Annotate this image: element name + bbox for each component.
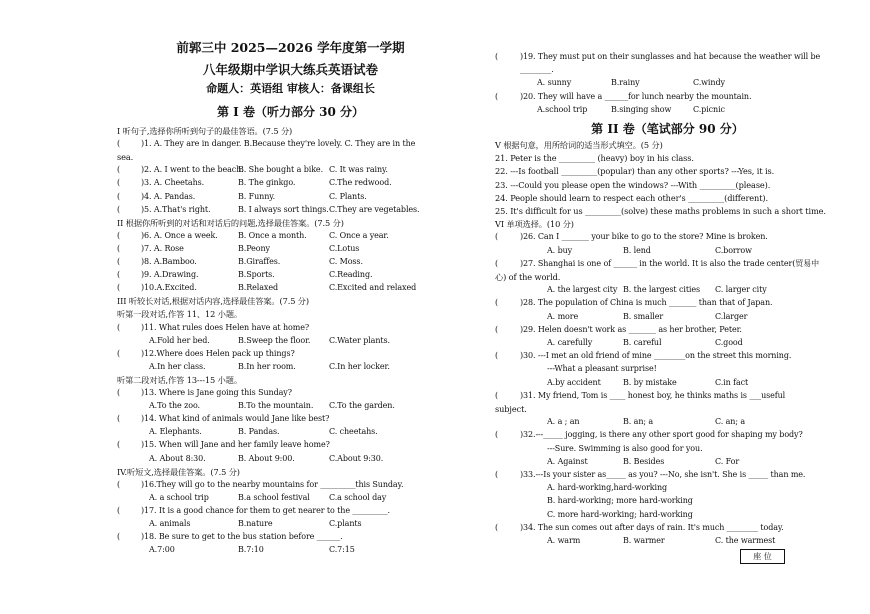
blank-line: ________.	[520, 65, 554, 75]
answer-bracket: (	[495, 258, 499, 268]
option-c: C.in fact	[715, 377, 749, 387]
sub-line: ---What a pleasant surprise!	[547, 364, 657, 374]
option-b: B.In her room.	[238, 361, 296, 371]
answer-bracket: (	[117, 283, 121, 293]
question-text: )5. A.That's right.	[141, 204, 211, 214]
answer-bracket: (	[495, 390, 499, 400]
option-b: B.Sweep the floor.	[238, 335, 311, 345]
option-b: B.To the mountain.	[238, 401, 314, 411]
option-a: A.Fold her bed.	[149, 335, 210, 345]
option-b: B.nature	[238, 519, 273, 528]
section-text: 22. ---Is football _________(popular) than any other sports? ---Yes, it is.	[495, 166, 775, 177]
answer-bracket: (	[117, 532, 121, 542]
answer-bracket: (	[117, 257, 121, 266]
option-a: A. About 8:30.	[149, 453, 206, 463]
answer-bracket: (	[117, 230, 121, 240]
question-text: )1. A. They are in danger. B.Because they're lovely. C. They are in the	[141, 139, 416, 149]
question-text: )33.---Is your sister as_____ as you? ---No, she isn't. She is _____ than me.	[520, 470, 806, 479]
option-c: C.picnic	[693, 104, 725, 114]
option-b: B.rainy	[611, 78, 640, 88]
question-text: )12.Where does Helen pack up things?	[141, 348, 295, 358]
option-c: C. larger city	[715, 285, 767, 295]
question-text: )26. Can I _______ your bike to go to the store? Mine is broken.	[520, 232, 768, 242]
option-b: B. an; a	[623, 417, 654, 427]
option-c: C. an; a	[715, 417, 746, 427]
question-text: )18. Be sure to get to the bus station before ______.	[141, 532, 343, 542]
school-title: 前郭三中 2025—2026 学年度第一学期	[176, 40, 405, 55]
option-c: C.Water plants.	[329, 335, 390, 345]
option-b: B. Funny.	[238, 191, 276, 201]
question-text: )17. It is a good chance for them to get nearer to the _________.	[141, 505, 390, 515]
option-a: A. more	[547, 311, 579, 321]
option-c: C.windy	[693, 78, 725, 88]
question-text: )15. When will Jane and her family leave home?	[141, 440, 330, 450]
answer-bracket: (	[495, 470, 499, 479]
answer-bracket: (	[495, 298, 499, 308]
answer-bracket: (	[495, 522, 499, 532]
option-a: A. buy	[547, 245, 573, 255]
answer-bracket: (	[495, 52, 499, 61]
option-b: B.Peony	[238, 243, 270, 253]
option-b: B.a school festival	[238, 492, 310, 502]
question-text: )13. Where is Jane going this Sunday?	[141, 388, 292, 397]
answer-bracket: (	[117, 322, 121, 332]
section-text: 听第一段对话,作答 11、12 小题。	[117, 309, 242, 320]
option-c: C. It was rainy.	[329, 165, 388, 175]
sub-line: A. hard-working,hard-working	[547, 483, 668, 493]
question-text: )20. They will have a ______for lunch nearby the mountain.	[520, 91, 752, 101]
part2-title: 第 II 卷（笔试部分 90 分）	[591, 122, 744, 136]
option-b: B. smaller	[623, 311, 664, 321]
answer-bracket: (	[117, 270, 121, 280]
option-a: A. a ; an	[547, 417, 580, 427]
section-text: IV.听短文,选择最佳答案。(7.5 分)	[117, 466, 240, 477]
section-text: 听第二段对话,作答 13---15 小题。	[117, 374, 242, 385]
answer-bracket: (	[117, 204, 121, 214]
answer-bracket: (	[117, 348, 121, 358]
answer-bracket: (	[117, 414, 121, 424]
option-a: A.In her class.	[149, 361, 206, 371]
option-c: C. the warmest	[715, 536, 776, 545]
option-b: B. Besides	[623, 456, 665, 466]
section-text: sea.	[117, 152, 134, 163]
section-text: II 根据你所听到的对话和对话后的问题,选择最佳答案。(7.5 分)	[117, 217, 344, 228]
question-text: )6. A. Once a week.	[141, 230, 218, 240]
option-c: C. Plants.	[329, 191, 367, 201]
section-text: 23. ---Could you please open the windows? ---With _________(please).	[495, 179, 771, 190]
question-text: )10.A.Excited.	[141, 283, 197, 293]
section-text: 25. It's difficult for us _________(solve) these maths problems in such a short time.	[495, 206, 826, 216]
question-text: )28. The population of China is much _______ than that of Japan.	[520, 298, 773, 308]
exam-title: 八年级期中学识大练兵英语试卷	[202, 62, 378, 77]
option-b: B. The ginkgo.	[238, 178, 296, 188]
authors-line: 命题人：英语组 审核人：备课组长	[206, 82, 375, 95]
option-a: A. warm	[547, 536, 581, 545]
option-b: B. the largest cities	[623, 285, 701, 295]
option-b: B.Relaxed	[238, 283, 278, 293]
option-a: A. Elephants.	[149, 427, 202, 437]
answer-bracket: (	[117, 165, 121, 175]
section-text: III 听较长对话,根据对话内容,选择最佳答案。(7.5 分)	[117, 296, 309, 307]
option-c: C.good	[715, 338, 743, 347]
option-c: C.Lotus	[329, 243, 360, 253]
question-text: )29. Helen doesn't work as _______ as her brother, Peter.	[520, 324, 742, 334]
option-a: A. animals	[149, 519, 191, 528]
question-text: )11. What rules does Helen have at home?	[141, 322, 310, 332]
option-c: C. Moss.	[329, 257, 363, 266]
answer-bracket: (	[495, 91, 499, 101]
question-text: )3. A. Cheetahs.	[141, 178, 205, 188]
answer-bracket: (	[117, 191, 121, 201]
option-c: C.Excited and relaxed	[329, 283, 417, 293]
option-c: C.Reading.	[329, 270, 373, 280]
option-c: C. Once a year.	[329, 230, 389, 240]
answer-bracket: (	[117, 440, 121, 450]
option-b: B.singing show	[611, 104, 672, 114]
option-b: B. She bought a bike.	[238, 165, 324, 175]
option-b: B. by mistake	[623, 377, 677, 387]
option-a: A. the largest city	[547, 285, 618, 295]
question-text: )2. A. I went to the beach.	[141, 165, 244, 175]
section-text: 24. People should learn to respect each other's _________(different).	[495, 192, 768, 203]
question-text: )27. Shanghai is one of ______ in the world. It is also the trade center(贸易中	[520, 258, 819, 268]
option-a: A.school trip	[537, 104, 588, 114]
section-text: V 根据句意，用所给词的适当形式填空。(5 分)	[495, 140, 663, 150]
answer-bracket: (	[117, 388, 121, 397]
section-text: 21. Peter is the _________ (heavy) boy in his class.	[495, 153, 694, 164]
answer-bracket: (	[117, 505, 121, 515]
sub-line: B. hard-working; more hard-working	[547, 496, 693, 506]
option-a: A. sunny	[537, 78, 572, 88]
question-text: )32.---_____ jogging, is there any other sport good for shaping my body?	[520, 430, 803, 440]
option-c: C.In her locker.	[329, 361, 390, 371]
part1-title: 第 I 卷（听力部分 30 分）	[216, 105, 365, 119]
option-b: B.Sports.	[238, 270, 275, 280]
option-b: B.Giraffes.	[238, 257, 281, 266]
question-text: )7. A. Rose	[141, 243, 184, 253]
option-c: C.7:15	[329, 545, 355, 555]
question-text: )9. A.Drawing.	[141, 270, 199, 280]
option-b: B. careful	[623, 338, 662, 347]
answer-bracket: (	[495, 430, 499, 440]
answer-bracket: (	[117, 139, 121, 149]
option-b: B. lend	[623, 245, 651, 255]
question-text: )14. What kind of animals would Jane like best?	[141, 414, 330, 424]
option-c: C.larger	[715, 311, 748, 321]
answer-bracket: (	[495, 324, 499, 334]
sub-line: C. more hard-working; hard-working	[547, 509, 693, 519]
option-a: A. a school trip	[149, 492, 209, 502]
option-b: B. Pandas.	[238, 427, 280, 437]
section-text: subject.	[495, 404, 527, 414]
option-a: A.To the zoo.	[149, 401, 200, 411]
option-c: C.borrow	[715, 245, 752, 255]
option-c: C. cheetahs.	[329, 427, 378, 437]
sub-line: ---Sure. Swimming is also good for you.	[547, 443, 703, 453]
question-text: )16.They will go to the nearby mountains for _________this Sunday.	[141, 479, 404, 489]
option-b: B. About 9:00.	[238, 453, 295, 463]
option-c: C. For	[715, 456, 740, 466]
question-text: )31. My friend, Tom is ____ honest boy, he thinks maths is ___useful	[520, 390, 786, 400]
option-c: C.To the garden.	[329, 401, 395, 411]
question-text: )34. The sun comes out after days of rain. It's much ________ today.	[520, 522, 784, 532]
seat-box: 座 位	[740, 549, 785, 564]
option-a: A.by accident	[547, 377, 601, 387]
answer-bracket: (	[117, 178, 121, 188]
option-b: B.7:10	[238, 545, 264, 555]
question-text: )8. A.Bamboo.	[141, 257, 197, 266]
option-b: B. warmer	[623, 536, 665, 545]
question-text: )19. They must put on their sunglasses and hat because the weather will be	[520, 52, 821, 61]
option-a: A.7:00	[149, 545, 175, 555]
question-text: )4. A. Pandas.	[141, 191, 196, 201]
section-text: 心) of the world.	[495, 272, 561, 282]
section-text: VI 单项选择。(10 分)	[495, 219, 574, 230]
option-c: C.plants	[329, 519, 362, 528]
answer-bracket: (	[117, 479, 121, 489]
option-a: A. carefully	[547, 338, 593, 347]
option-b: B. I always sort things.	[238, 204, 329, 214]
option-c: C.The redwood.	[329, 178, 392, 188]
answer-bracket: (	[495, 351, 499, 361]
option-c: C.a school day	[329, 492, 387, 502]
answer-bracket: (	[117, 243, 121, 253]
answer-bracket: (	[495, 232, 499, 242]
option-b: B. Once a month.	[238, 230, 307, 240]
section-text: I 听句子,选择你所听到句子的最佳答语。(7.5 分)	[117, 126, 293, 136]
option-a: A. Against	[547, 456, 588, 466]
question-text: )30. ---I met an old friend of mine ________on the street this morning.	[520, 351, 792, 361]
option-c: C.They are vegetables.	[329, 204, 420, 214]
option-c: C.About 9:30.	[329, 453, 384, 463]
